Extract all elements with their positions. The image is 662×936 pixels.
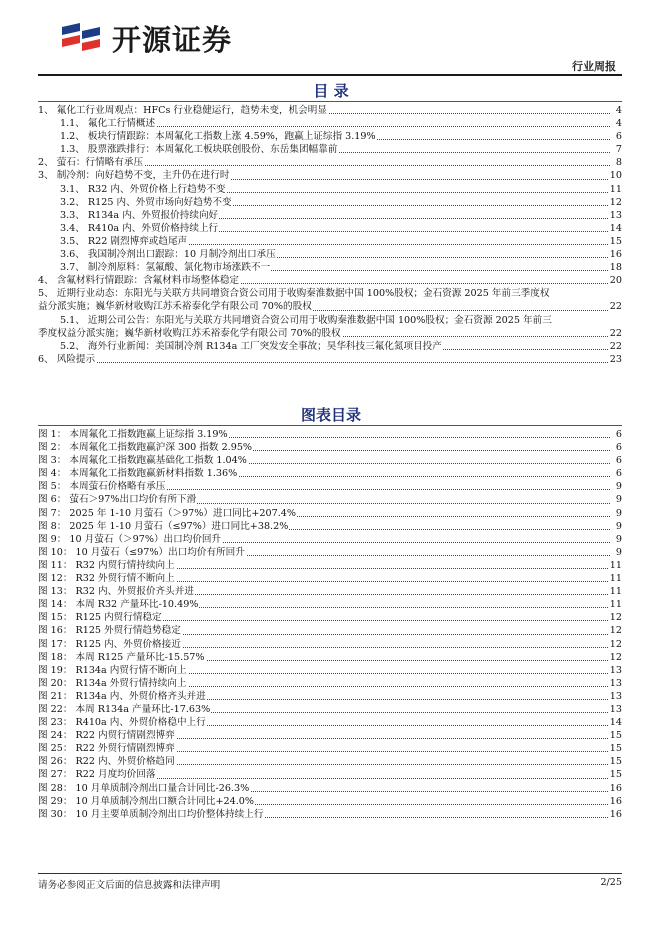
brand-logo <box>60 18 232 59</box>
entry-page: 14 <box>609 717 622 729</box>
figure-entry[interactable] <box>38 585 622 598</box>
figure-entry[interactable] <box>38 703 622 716</box>
figure-entry[interactable] <box>38 520 622 533</box>
entry-label: 图 25： R22 外贸行情剧烈博弈 <box>38 743 175 755</box>
entry-label: 季度权益分派实施；巍华新材收购江苏禾裕泰化学有限公司 70%的股权 <box>38 327 341 339</box>
figure-entry[interactable] <box>38 598 622 611</box>
entry-label: 3.5、 R22 剧烈博弈或趋尾声 <box>60 235 188 247</box>
toc-entry[interactable] <box>38 209 622 222</box>
toc-entry[interactable] <box>38 117 622 130</box>
entry-label: 图 3： 本周氟化工指数跑赢基础化工指数 1.04% <box>38 455 247 467</box>
leader-dots <box>38 362 610 363</box>
figure-entry[interactable] <box>38 624 622 637</box>
figure-entry[interactable] <box>38 729 622 742</box>
entry-page: 16 <box>609 782 622 794</box>
entry-page: 14 <box>609 222 622 234</box>
entry-label: 图 1： 本周氟化工指数跑赢上证综指 3.19% <box>38 429 228 440</box>
entry-label: 图 27： R22 月度均价回落 <box>38 769 156 781</box>
toc-entry[interactable] <box>38 196 622 209</box>
entry-label: 3.2、 R125 内、外贸市场向好趋势不变 <box>60 196 232 208</box>
entry-label: 1.2、 板块行情跟踪：本周氟化工指数上涨 4.59%，跑赢上证综指 3.19% <box>60 131 376 143</box>
entry-page: 12 <box>609 638 622 650</box>
entry-page: 9 <box>615 494 622 506</box>
toc-entry[interactable] <box>38 104 622 117</box>
toc-entry[interactable] <box>38 222 622 235</box>
kaiyuan-logo-icon <box>60 21 104 57</box>
toc-entry[interactable] <box>38 261 622 274</box>
entry-label: 4、 含氟材料行情跟踪：含氟材料市场整体稳定 <box>38 275 240 287</box>
entry-page: 11 <box>609 599 622 611</box>
figures-title: 图表目录 <box>300 406 361 424</box>
entry-page: 11 <box>609 559 622 571</box>
toc-entry-continued[interactable] <box>38 300 622 313</box>
toc-entry[interactable] <box>38 287 622 300</box>
figures-list <box>38 428 622 821</box>
toc-entry[interactable] <box>38 314 622 327</box>
figure-entry[interactable] <box>38 572 622 585</box>
entry-label: 图 23： R410a 内、外贸价格稳中上行 <box>38 717 206 729</box>
toc-list <box>38 104 622 366</box>
entry-label: 3.1、 R32 内、外贸价格上行趋势不变 <box>60 183 226 195</box>
entry-label: 图 26： R22 内、外贸价格趋同 <box>38 756 175 768</box>
entry-page: 11 <box>609 183 622 195</box>
figure-entry[interactable] <box>38 493 622 506</box>
entry-label: 图 20： R134a 外贸行情持续向上 <box>38 677 187 689</box>
toc-entry-continued[interactable] <box>38 327 622 340</box>
entry-page: 9 <box>615 533 622 545</box>
entry-label: 图 7： 2025 年 1-10 月萤石（＞97%）进口同比+207.4% <box>38 507 296 519</box>
figure-entry[interactable] <box>38 467 622 480</box>
entry-label: 图 13： R32 内、外贸报价齐头并进 <box>38 586 194 598</box>
entry-label: 图 5： 本周萤石价格略有承压 <box>38 481 166 493</box>
figure-entry[interactable] <box>38 742 622 755</box>
toc-title-rule <box>38 101 622 102</box>
figure-entry[interactable] <box>38 690 622 703</box>
toc-entry[interactable] <box>38 353 622 366</box>
entry-label: 图 24： R22 内贸行情剧烈博弈 <box>38 730 175 742</box>
toc-entry[interactable] <box>38 130 622 143</box>
entry-label: 图 2： 本周氟化工指数跑赢沪深 300 指数 2.95% <box>38 442 253 454</box>
entry-label: 图 17： R125 内、外贸价格接近 <box>38 638 181 650</box>
figure-entry[interactable] <box>38 638 622 651</box>
entry-page: 23 <box>609 353 622 365</box>
figure-entry[interactable] <box>38 664 622 677</box>
entry-label: 图 19： R134a 内贸行情不断向上 <box>38 664 187 676</box>
entry-page: 15 <box>609 730 622 742</box>
entry-label: 图 15： R125 内贸行情稳定 <box>38 612 162 624</box>
entry-page: 11 <box>609 573 622 585</box>
toc-title: 目 录 <box>313 82 349 100</box>
figure-entry[interactable] <box>38 507 622 520</box>
entry-page: 18 <box>609 262 622 274</box>
entry-page: 9 <box>615 481 622 493</box>
entry-page: 20 <box>609 275 622 287</box>
entry-page: 12 <box>609 612 622 624</box>
entry-label: 图 22： 本周 R134a 产量环比-17.63% <box>38 703 211 715</box>
entry-label: 2、 萤石：行情略有承压 <box>38 157 144 169</box>
figure-entry[interactable] <box>38 559 622 572</box>
entry-page: 13 <box>609 703 622 715</box>
entry-page: 22 <box>609 301 622 313</box>
entry-page: 22 <box>609 340 622 352</box>
figure-entry[interactable] <box>38 795 622 808</box>
footer-disclaimer: 请务必参阅正文后面的信息披露和法律声明 <box>38 880 221 891</box>
entry-label: 图 14： 本周 R32 产量环比-10.49% <box>38 599 199 611</box>
entry-page: 6 <box>615 468 622 480</box>
entry-page: 13 <box>609 664 622 676</box>
entry-label: 图 16： R125 外贸行情趋势稳定 <box>38 625 181 637</box>
entry-label: 图 30： 10 月主要单质制冷剂出口均价整体持续上行 <box>38 808 264 820</box>
entry-page: 10 <box>609 170 622 182</box>
entry-page: 12 <box>609 196 622 208</box>
entry-page: 16 <box>609 249 622 261</box>
toc-entry[interactable] <box>38 340 622 353</box>
entry-page: 12 <box>609 625 622 637</box>
entry-page: 4 <box>615 105 622 116</box>
entry-label: 3、 制冷剂：向好趋势不变，主升仍在进行时 <box>38 170 230 182</box>
figure-entry[interactable] <box>38 611 622 624</box>
entry-page: 11 <box>609 586 622 598</box>
entry-label: 图 21： R134a 内、外贸价格齐头并进 <box>38 690 206 702</box>
entry-label: 1、 氟化工行业周观点：HFCs 行业稳健运行，趋势未变，机会明显 <box>38 105 327 116</box>
toc-entry[interactable] <box>38 235 622 248</box>
figure-entry[interactable] <box>38 782 622 795</box>
figure-entry[interactable] <box>38 716 622 729</box>
brand-name: 开源证券 <box>112 23 233 57</box>
entry-label: 5.2、 海外行业新闻：美国制冷剂 R134a 工厂突发安全事故；昊华科技三氟化氮项目投产 <box>60 340 442 352</box>
figure-entry[interactable] <box>38 480 622 493</box>
entry-page: 16 <box>609 795 622 807</box>
entry-label: 3.7、 制冷剂原料：氢氟酸、氯化物市场涨跌不一 <box>60 262 271 274</box>
entry-label: 图 28： 10 月单质制冷剂出口量合计同比-26.3% <box>38 782 250 794</box>
toc-entry[interactable] <box>38 274 622 287</box>
entry-page: 15 <box>609 235 622 247</box>
page-header <box>0 0 662 78</box>
entry-label: 图 11： R32 内贸行情持续向上 <box>38 559 175 571</box>
entry-label: 图 6： 萤石＞97%出口均价有所下滑 <box>38 494 197 506</box>
entry-label: 6、 风险提示 <box>38 353 96 365</box>
entry-page: 8 <box>615 157 622 169</box>
entry-label: 图 12： R32 外贸行情不断向上 <box>38 573 175 585</box>
entry-label: 3.4、 R410a 内、外贸价格持续上行 <box>60 222 219 234</box>
entry-page: 9 <box>615 507 622 519</box>
report-type: 行业周报 <box>572 60 616 73</box>
entry-label: 1.1、 氟化工行情概述 <box>60 118 156 130</box>
entry-page: 15 <box>609 769 622 781</box>
figure-entry[interactable] <box>38 546 622 559</box>
entry-label: 图 10： 10 月萤石（≤97%）出口均价有所回升 <box>38 546 245 558</box>
entry-label: 1.3、 股票涨跌排行：本周氟化工板块联创股份、东岳集团幅靠前 <box>60 144 338 156</box>
footer-rule <box>38 873 622 874</box>
toc-entry[interactable] <box>38 156 622 169</box>
figure-entry[interactable] <box>38 768 622 781</box>
entry-page: 6 <box>615 131 622 143</box>
entry-label: 5、 近期行业动态：东阳光与关联方共同增资合资公司用于收购秦淮数据中国 100%股权；金石资源 2025 年前三季度权 <box>38 287 622 300</box>
entry-label: 图 29： 10 月单质制冷剂出口额合计同比+24.0% <box>38 795 254 807</box>
footer-page-number: 2/25 <box>600 877 622 888</box>
entry-page: 13 <box>609 209 622 221</box>
entry-label: 3.6、 我国制冷剂出口跟踪：10 月制冷剂出口承压 <box>60 249 276 261</box>
entry-label: 图 8： 2025 年 1-10 月萤石（≤97%）进口同比+38.2% <box>38 520 289 532</box>
figures-title-rule <box>38 425 622 426</box>
entry-page: 6 <box>615 455 622 467</box>
toc-entry[interactable] <box>38 183 622 196</box>
figure-entry[interactable] <box>38 428 622 441</box>
entry-page: 13 <box>609 690 622 702</box>
header-rule <box>38 74 622 76</box>
figure-entry[interactable] <box>38 441 622 454</box>
entry-page: 15 <box>609 743 622 755</box>
figure-entry[interactable] <box>38 533 622 546</box>
entry-label: 图 9： 10 月萤石（＞97%）出口均价回升 <box>38 533 222 545</box>
figure-entry[interactable] <box>38 651 622 664</box>
entry-page: 9 <box>615 520 622 532</box>
toc-entry[interactable] <box>38 143 622 156</box>
figure-entry[interactable] <box>38 454 622 467</box>
entry-page: 4 <box>615 118 622 130</box>
entry-label: 图 4： 本周氟化工指数跑赢新材料指数 1.36% <box>38 468 238 480</box>
figure-entry[interactable] <box>38 808 622 821</box>
entry-page: 16 <box>609 808 622 820</box>
entry-label: 图 18： 本周 R125 产量环比-15.57% <box>38 651 205 663</box>
toc-entry[interactable] <box>38 248 622 261</box>
entry-label: 5.1、 近期公司公告：东阳光与关联方共同增资合资公司用于收购秦淮数据中国 100%股权；金石资源 2025 年前三 <box>38 314 622 327</box>
entry-page: 13 <box>609 677 622 689</box>
figure-entry[interactable] <box>38 755 622 768</box>
entry-label: 益分派实施；巍华新材收购江苏禾裕泰化学有限公司 70%的股权 <box>38 301 312 313</box>
entry-label: 3.3、 R134a 内、外贸报价持续向好 <box>60 209 219 221</box>
entry-page: 6 <box>615 429 622 440</box>
entry-page: 7 <box>615 144 622 156</box>
entry-page: 9 <box>615 546 622 558</box>
entry-page: 6 <box>615 442 622 454</box>
figure-entry[interactable] <box>38 677 622 690</box>
entry-page: 22 <box>609 327 622 339</box>
entry-page: 12 <box>609 651 622 663</box>
entry-page: 15 <box>609 756 622 768</box>
toc-entry[interactable] <box>38 169 622 182</box>
